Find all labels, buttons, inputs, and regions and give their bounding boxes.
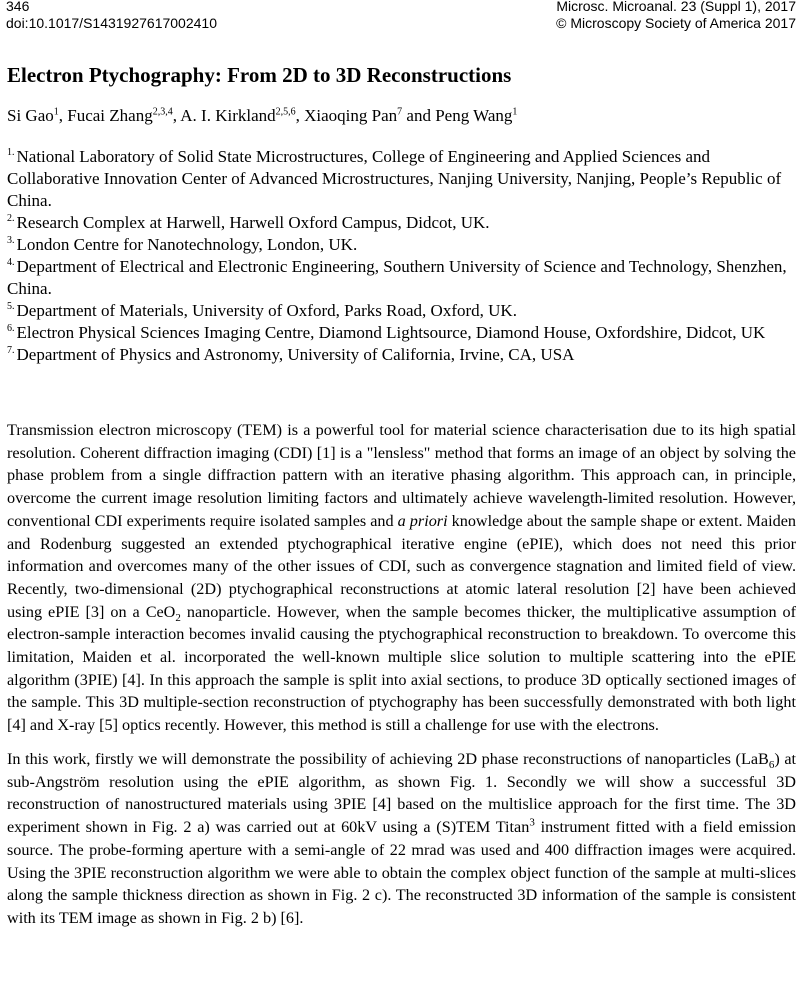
paragraph-text: Transmission electron microscopy (TEM) is a powerful tool for material science characterisation due to its high spatial resolution. Coherent diffraction imaging (CDI) [1] is a "lensless" method that forms an image of an object by solving the phase problem from a single diffraction pattern with an iterative phasing algorithm. This approach can, in principle, overcome the current image resolution limiting factors and ultimately achieve wavelength-limited resolution. However, conventional CDI experiments require isolated samples and bbox=[7, 421, 796, 530]
affiliation-text: Electron Physical Sciences Imaging Centre, Diamond Lightsource, Diamond House, Oxfordshire, Didcot, UK bbox=[16, 323, 766, 342]
italic-term: a priori bbox=[397, 511, 448, 530]
author-name: A. I. Kirkland bbox=[180, 106, 276, 125]
affiliation-number: 6. bbox=[7, 323, 15, 335]
author-affiliation-marks: 7 bbox=[397, 106, 403, 118]
author-name: Fucai Zhang bbox=[67, 106, 153, 125]
superscript: 3 bbox=[529, 816, 535, 829]
affiliation-text: Department of Electrical and Electronic Engineering, Southern University of Science and Technology, Shenzhen, China. bbox=[7, 257, 787, 298]
affiliation-number: 5. bbox=[7, 301, 15, 313]
affiliation-number: 3. bbox=[7, 235, 15, 247]
author-separator: , bbox=[172, 106, 181, 125]
author-separator: , bbox=[58, 106, 68, 125]
author-list bbox=[7, 106, 517, 126]
author-name: Si Gao bbox=[7, 106, 54, 125]
affiliation-number: 7. bbox=[7, 345, 15, 357]
paragraph-text: knowledge about the sample shape or extent. Maiden and Rodenburg suggested an extended ptychographical iterative engine (ePIE), which does not need this prior information and overcomes many of the other issues of CDI, such as convergence stagnation and limited field of view. Recently, two-dimensional (2D) ptychographical reconstructions at atomic lateral resolution [2] have been achieved using ePIE [3] on a CeO bbox=[7, 511, 796, 621]
affiliation bbox=[7, 212, 797, 234]
affiliation-text: Department of Physics and Astronomy, University of California, Irvine, CA, USA bbox=[16, 345, 575, 364]
paragraph-text: In this work, firstly we will demonstrate the possibility of achieving 2D phase reconstructions of nanoparticles (LaB bbox=[7, 750, 769, 768]
doi: doi:10.1017/S1431927617002410 bbox=[6, 15, 217, 31]
affiliation bbox=[7, 256, 797, 300]
subscript: 6 bbox=[768, 759, 775, 772]
journal-citation: Microsc. Microanal. 23 (Suppl 1), 2017 bbox=[556, 0, 796, 14]
body-paragraph-1 bbox=[7, 419, 796, 737]
paragraph-text: ) at sub-Angström resolution using the ePIE algorithm, as shown Fig. 1. Secondly we will show a successful 3D reconstruction of nanostructured materials using 3PIE [4] based on the multislice approach for the first time. The 3D experiment shown in Fig. 2 a) was carried out at 60kV using a (S)TEM Titan bbox=[7, 750, 796, 837]
subscript: 2 bbox=[175, 611, 181, 624]
affiliation bbox=[7, 146, 797, 212]
paper-title: Electron Ptychography: From 2D to 3D Reconstructions bbox=[7, 63, 512, 87]
affiliation-number: 2. bbox=[7, 213, 15, 225]
copyright: © Microscopy Society of America 2017 bbox=[556, 15, 796, 31]
author-affiliation-marks: 2,3,4 bbox=[152, 106, 173, 118]
author-affiliation-marks: 2,5,6 bbox=[275, 106, 296, 118]
affiliation-number: 4. bbox=[7, 257, 15, 269]
author-separator: , bbox=[295, 106, 305, 125]
affiliation bbox=[7, 322, 797, 344]
affiliation-text: Department of Materials, University of Oxford, Parks Road, Oxford, UK. bbox=[16, 301, 517, 320]
author-name: Xiaoqing Pan bbox=[304, 106, 398, 125]
page-number: 346 bbox=[6, 0, 30, 14]
affiliation-list bbox=[7, 146, 797, 366]
author-affiliation-marks: 1 bbox=[512, 106, 518, 118]
author-affiliation-marks: 1 bbox=[53, 106, 59, 118]
paragraph-text: nanoparticle. However, when the sample becomes thicker, the multiplicative assumption of electron-sample interaction becomes invalid causing the ptychographical reconstruction to breakdown. To overcome this limitation, Maiden et al. incorporated the well-known multiple slice solution to multiple scattering into the ePIE algorithm (3PIE) [4]. In this approach the sample is split into axial sections, to produce 3D optically sectioned images of the sample. This 3D multiple-section reconstruction of ptychography has been successfully demonstrated with both light [4] and X-ray [5] optics recently. However, this method is still a challenge for use with the electrons. bbox=[7, 602, 796, 735]
affiliation bbox=[7, 344, 797, 366]
affiliation-number: 1. bbox=[7, 147, 15, 159]
body-paragraph-2 bbox=[7, 748, 796, 930]
affiliation bbox=[7, 234, 797, 256]
affiliation-text: Research Complex at Harwell, Harwell Oxford Campus, Didcot, UK. bbox=[16, 213, 490, 232]
affiliation-text: National Laboratory of Solid State Microstructures, College of Engineering and Applied Sciences and Collaborative Innovation Center of Advanced Microstructures, Nanjing University, Nanjing, People’s Republic of China. bbox=[7, 147, 782, 210]
paragraph-text: instrument fitted with a field emission source. The probe-forming aperture with a semi-angle of 22 mrad was used and 400 diffraction images were acquired. Using the 3PIE reconstruction algorithm we were able to obtain the complex object function of the sample at multi-slices along the sample thickness direction as shown in Fig. 2 c). The reconstructed 3D information of the sample is consistent with its TEM image as shown in Fig. 2 b) [6]. bbox=[7, 818, 796, 927]
affiliation-text: London Centre for Nanotechnology, London, UK. bbox=[16, 235, 358, 254]
author-name: Peng Wang bbox=[435, 106, 513, 125]
author-separator: and bbox=[402, 106, 436, 125]
affiliation bbox=[7, 300, 797, 322]
